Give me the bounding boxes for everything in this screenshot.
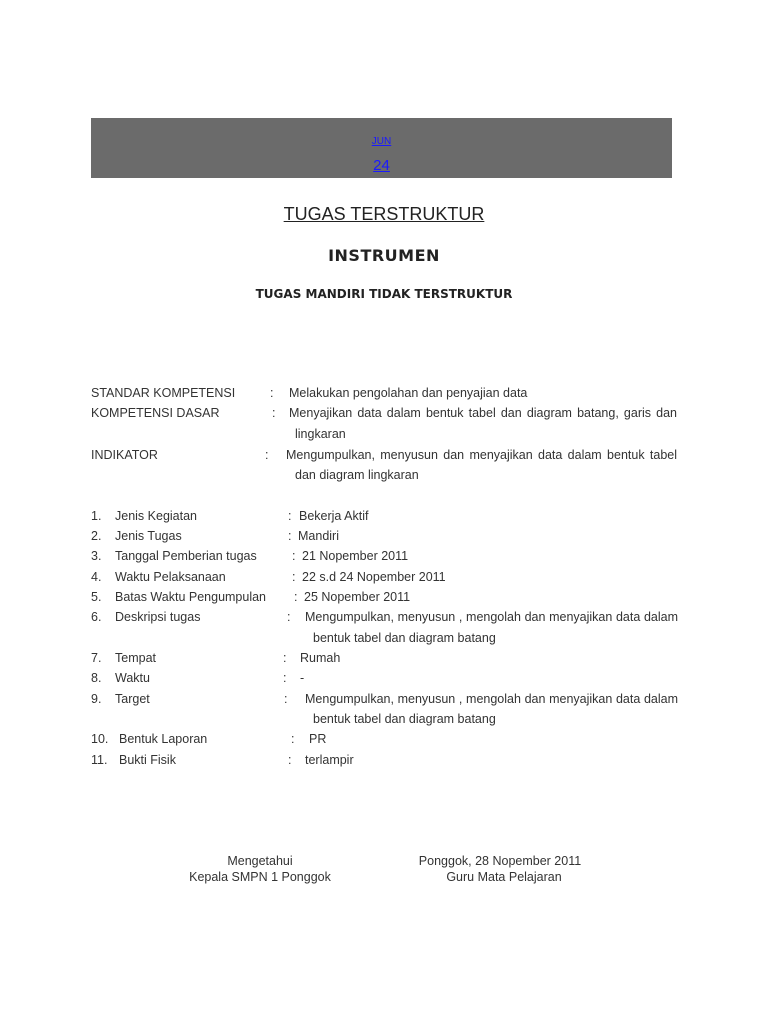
list-item-colon: : xyxy=(283,651,287,665)
field-value-standar-kompetensi: Melakukan pengolahan dan penyajian data xyxy=(289,386,528,400)
list-item-label: Jenis Kegiatan xyxy=(115,509,198,523)
field-colon: : xyxy=(270,386,274,400)
signature-left-line1: Mengetahui xyxy=(227,854,293,868)
list-item-label: Waktu Pelaksanaan xyxy=(115,570,226,584)
list-item-value: 25 Nopember 2011 xyxy=(304,590,411,604)
field-value-kompetensi-dasar-line2: lingkaran xyxy=(295,427,346,441)
list-item-label: Bukti Fisik xyxy=(119,753,176,767)
list-item-value: 21 Nopember 2011 xyxy=(302,549,409,563)
list-item-value-line2: bentuk tabel dan diagram batang xyxy=(313,712,496,726)
list-item-label: Jenis Tugas xyxy=(115,529,182,543)
list-item-number: 3. xyxy=(91,549,102,563)
list-item-value: 22 s.d 24 Nopember 2011 xyxy=(302,570,446,584)
subtitle-secondary: TUGAS MANDIRI TIDAK TERSTRUKTUR xyxy=(255,287,513,301)
list-item-number: 4. xyxy=(91,570,102,584)
list-item-colon: : xyxy=(292,549,296,563)
list-item-colon: : xyxy=(292,570,296,584)
list-item-number: 1. xyxy=(91,509,102,523)
field-colon: : xyxy=(272,406,276,420)
page-title: TUGAS TERSTRUKTUR xyxy=(283,204,485,224)
date-day-link[interactable]: 24 xyxy=(373,157,390,174)
list-item-label: Target xyxy=(115,692,150,706)
list-item-colon: : xyxy=(284,692,288,706)
list-item-label: Bentuk Laporan xyxy=(119,732,208,746)
field-label-indikator: INDIKATOR xyxy=(91,448,158,462)
list-item-label: Batas Waktu Pengumpulan xyxy=(115,590,267,604)
list-item-colon: : xyxy=(288,529,292,543)
date-month-link[interactable]: JUN xyxy=(371,136,392,147)
list-item-label: Waktu xyxy=(115,671,150,685)
field-value-kompetensi-dasar-line1: Menyajikan data dalam bentuk tabel dan diagram batang, garis dan xyxy=(289,406,677,420)
list-item-number: 7. xyxy=(91,651,102,665)
list-item-value: PR xyxy=(309,732,327,746)
list-item-number: 10. xyxy=(91,732,109,746)
field-label-standar-kompetensi: STANDAR KOMPETENSI xyxy=(91,386,236,400)
list-item-colon: : xyxy=(291,732,295,746)
list-item-label: Deskripsi tugas xyxy=(115,610,201,624)
list-item-number: 6. xyxy=(91,610,102,624)
signature-right-line1: Ponggok, 28 Nopember 2011 xyxy=(418,854,582,868)
date-banner xyxy=(91,118,672,178)
subtitle: INSTRUMEN xyxy=(328,246,440,265)
list-item-value: terlampir xyxy=(305,753,354,767)
list-item-colon: : xyxy=(288,753,292,767)
list-item-value-line1: Mengumpulkan, menyusun , mengolah dan menyajikan data dalam xyxy=(305,692,678,706)
field-label-kompetensi-dasar: KOMPETENSI DASAR xyxy=(91,406,220,420)
field-value-indikator-line1: Mengumpulkan, menyusun dan menyajikan data dalam bentuk tabel xyxy=(286,448,677,462)
list-item-colon: : xyxy=(294,590,298,604)
list-item-value-line1: Mengumpulkan, menyusun , mengolah dan menyajikan data dalam xyxy=(305,610,678,624)
list-item-number: 5. xyxy=(91,590,102,604)
list-item-number: 11. xyxy=(91,753,108,767)
field-value-indikator-line2: dan diagram lingkaran xyxy=(295,468,419,482)
list-item-label: Tempat xyxy=(115,651,156,665)
signature-right-line2: Guru Mata Pelajaran xyxy=(446,870,562,884)
list-item-label: Tanggal Pemberian tugas xyxy=(115,549,257,563)
list-item-value: - xyxy=(300,671,305,685)
list-item-number: 8. xyxy=(91,671,102,685)
list-item-colon: : xyxy=(288,509,292,523)
list-item-value-line2: bentuk tabel dan diagram batang xyxy=(313,631,496,645)
list-item-number: 9. xyxy=(91,692,102,706)
list-item-value: Mandiri xyxy=(298,529,339,543)
list-item-colon: : xyxy=(287,610,291,624)
list-item-value: Rumah xyxy=(300,651,341,665)
list-item-number: 2. xyxy=(91,529,102,543)
list-item-value: Bekerja Aktif xyxy=(299,509,369,523)
list-item-colon: : xyxy=(283,671,287,685)
field-colon: : xyxy=(265,448,269,462)
signature-left-line2: Kepala SMPN 1 Ponggok xyxy=(189,870,331,884)
